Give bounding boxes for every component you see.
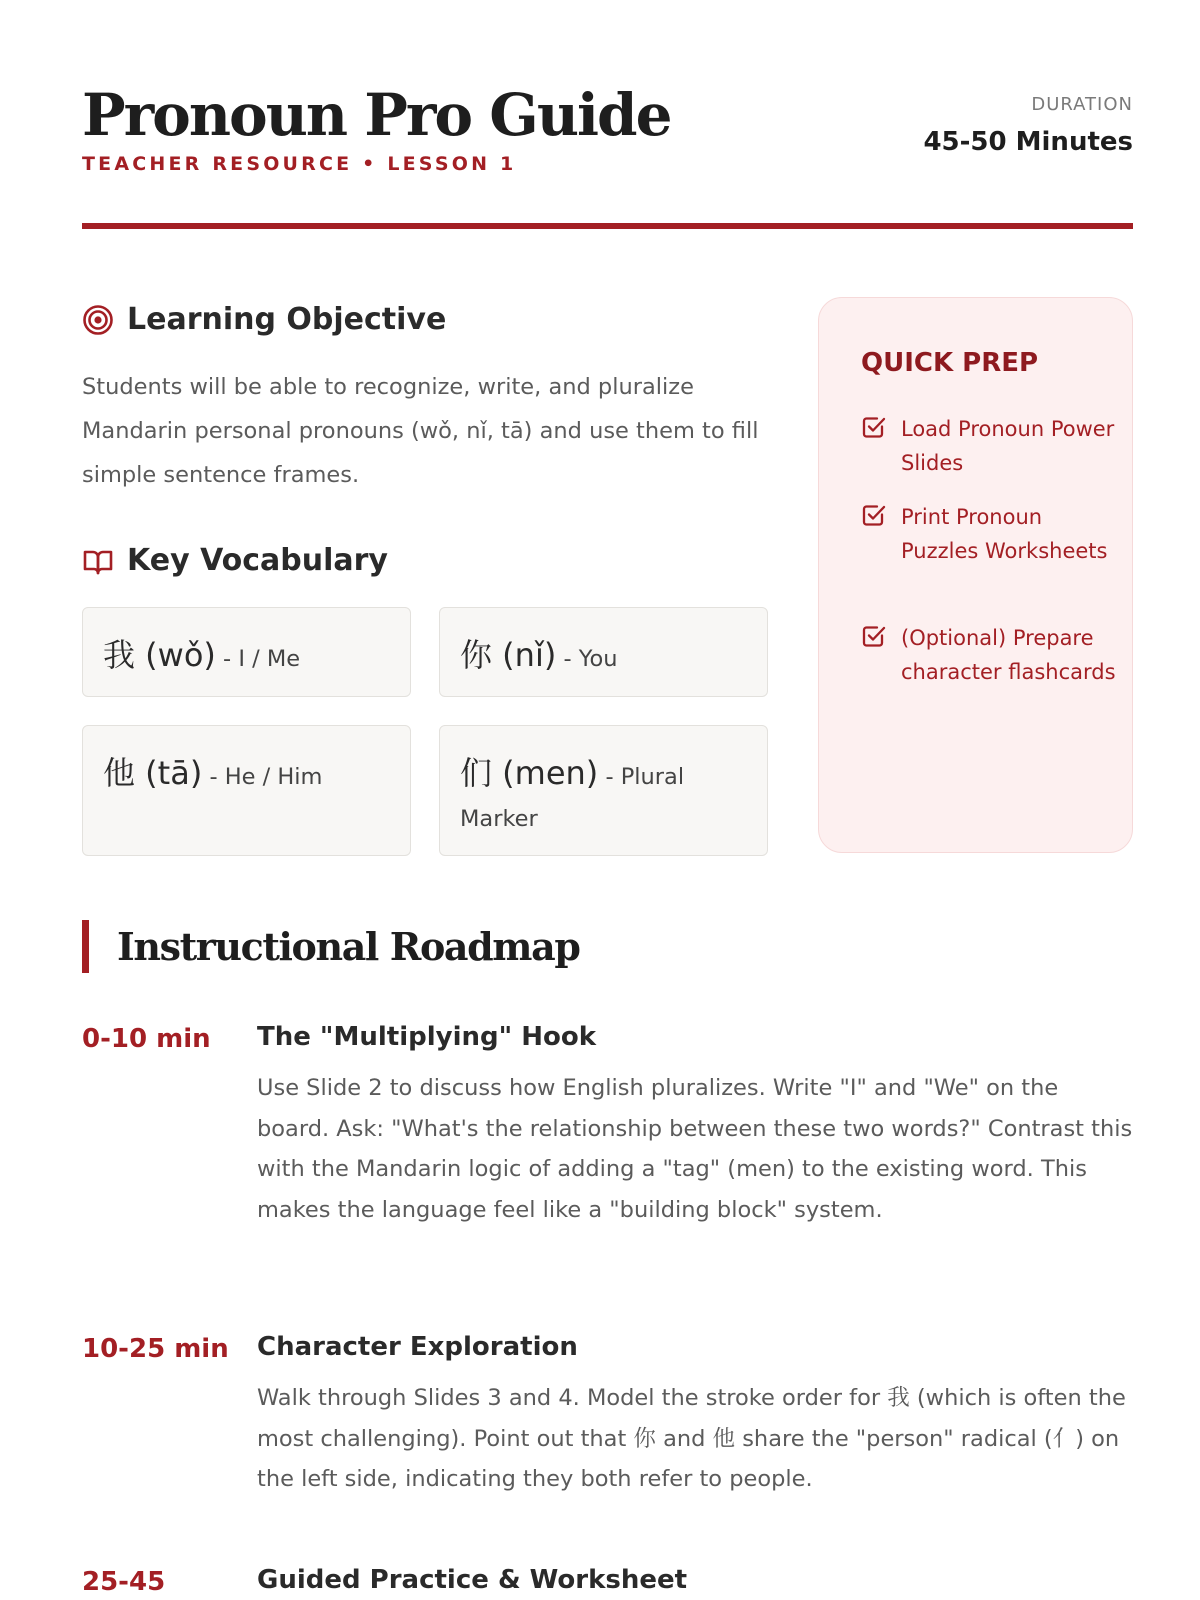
step-time: 0-10 min: [82, 1024, 211, 1054]
book-open-icon: [82, 545, 114, 577]
checkbox-checked-icon: [861, 623, 887, 649]
page-title: Pronoun Pro Guide: [82, 81, 671, 149]
vocab-term: 他 (tā): [103, 754, 203, 792]
step-description: Walk through Slides 3 and 4. Model the stroke order for 我 (which is often the most challenging). Point out that 你 and 他 share the "person" radical (亻) on the left side, indicating they both refer to people.: [257, 1385, 1126, 1492]
prep-item: [861, 500, 1121, 568]
prep-item-text: (Optional) Prepare character flashcards: [901, 626, 1116, 684]
page-subtitle: TEACHER RESOURCE • LESSON 1: [82, 153, 517, 175]
step-title: The "Multiplying" Hook: [257, 1022, 596, 1052]
roadmap-heading: [82, 920, 580, 973]
header-divider: [82, 223, 1133, 229]
vocab-card: [439, 725, 768, 856]
vocab-term: 你 (nǐ): [460, 636, 557, 674]
prep-item-text: Load Pronoun Power Slides: [901, 417, 1115, 475]
vocab-card: [82, 725, 411, 856]
prep-item: [861, 412, 1121, 480]
duration-value: 45-50 Minutes: [923, 127, 1133, 157]
vocabulary-heading-label: Key Vocabulary: [127, 543, 388, 578]
target-icon: [82, 304, 114, 336]
objective-text: Students will be able to recognize, write, and pluralize Mandarin personal pronouns (wǒ, nǐ, tā) and use them to fill simple sentence frames.: [82, 374, 759, 488]
vocab-card: [82, 607, 411, 697]
checkbox-checked-icon: [861, 414, 887, 440]
vocab-meaning: - Plural Marker: [460, 764, 685, 832]
vocabulary-heading: [82, 543, 388, 578]
vocab-meaning: - He / Him: [202, 764, 323, 790]
prep-item: [861, 621, 1121, 689]
objective-heading: [82, 302, 446, 337]
step-time: 10-25 min: [82, 1334, 229, 1364]
vocab-card: [439, 607, 768, 697]
vocab-meaning: - I / Me: [215, 646, 301, 672]
checkbox-checked-icon: [861, 502, 887, 528]
header: [82, 80, 1133, 230]
roadmap-heading-label: Instructional Roadmap: [117, 924, 580, 969]
vocab-term: 们 (men): [460, 754, 599, 792]
vocab-meaning: - You: [556, 646, 618, 672]
prep-item-text: Print Pronoun Puzzles Worksheets: [901, 505, 1108, 563]
objective-heading-label: Learning Objective: [127, 302, 447, 337]
vocab-term: 我 (wǒ): [103, 636, 216, 674]
step-title: Guided Practice & Worksheet: [257, 1565, 688, 1595]
duration-label: DURATION: [1031, 94, 1133, 115]
quick-prep-title: QUICK PREP: [861, 348, 1039, 378]
quick-prep-panel: [818, 297, 1133, 853]
step-title: Character Exploration: [257, 1332, 578, 1362]
step-time: 25-45: [82, 1567, 166, 1597]
step-description: Use Slide 2 to discuss how English pluralizes. Write "I" and "We" on the board. Ask: "What's the relationship between these two words?" Contrast this with the Mandarin logic of adding a "tag" (men) to the existing word. This makes the language feel like a "building block" system.: [257, 1075, 1133, 1223]
